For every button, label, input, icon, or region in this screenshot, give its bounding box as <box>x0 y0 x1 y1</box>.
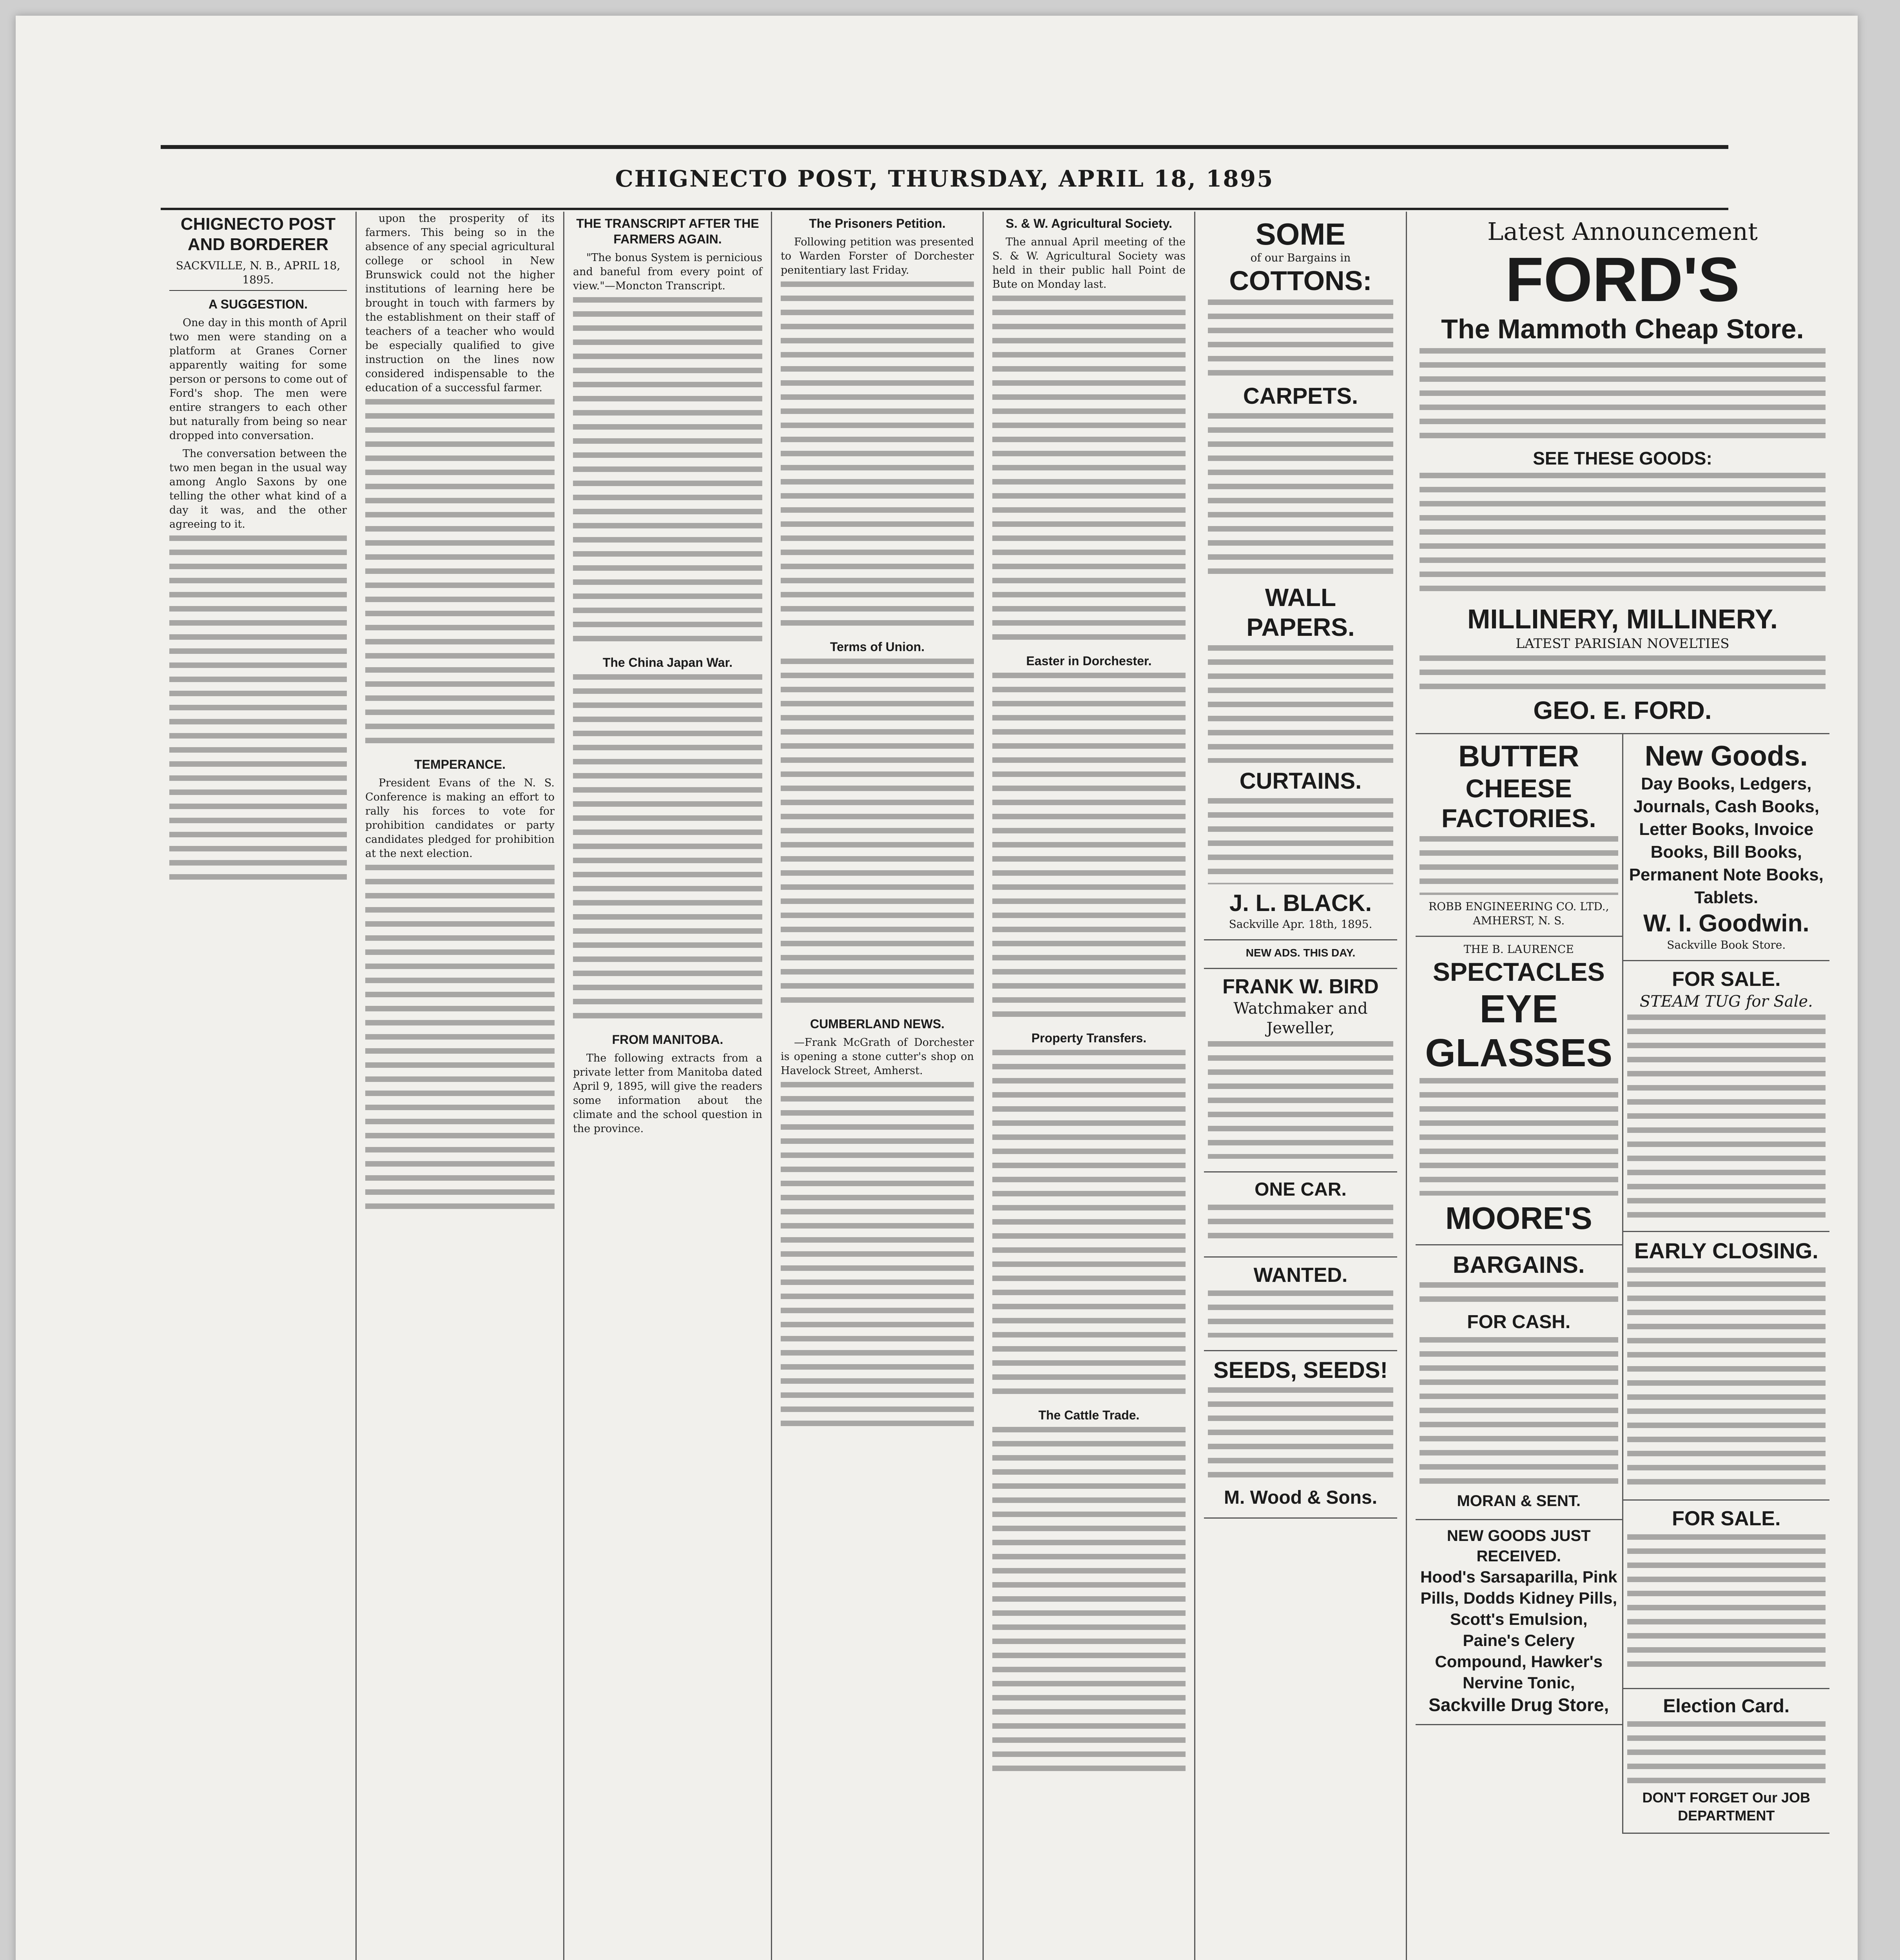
ad-headline: COTTONS: <box>1229 265 1372 296</box>
section-title: The China Japan War. <box>602 655 733 670</box>
ad-headline: WANTED. <box>1253 1264 1348 1287</box>
ad-text-filler <box>1627 1267 1826 1487</box>
column-text-filler <box>365 865 555 1218</box>
column-text-filler <box>781 281 974 634</box>
butter-cheese-ad <box>1416 734 1622 937</box>
column-1 <box>161 212 357 1960</box>
article-title: The Prisoners Petition. <box>809 216 946 230</box>
ad-headline: SPECTACLES <box>1432 957 1605 986</box>
column-2 <box>357 212 564 1960</box>
ad-headline: FRANK W. BIRD <box>1222 975 1379 998</box>
ad-headline: MILLINERY, MILLINERY. <box>1467 604 1778 634</box>
ad-subline: Sackville Book Store. <box>1667 938 1786 951</box>
column-7-ads <box>1407 212 1838 1960</box>
ad-subline: LATEST PARISIAN NOVELTIES <box>1516 636 1730 652</box>
ad-headline: NEW GOODS JUST RECEIVED. <box>1447 1527 1591 1565</box>
ad-headline: CHEESE FACTORIES. <box>1441 774 1596 833</box>
column-text-filler <box>365 399 555 752</box>
article-paragraph: The annual April meeting of the S. & W. Agricultural Society was held in their public hall Point de Bute on Monday last. <box>992 236 1186 290</box>
ad-signature: MOORE'S <box>1445 1201 1592 1236</box>
ad-subline: of our Bargains in <box>1250 251 1351 264</box>
ad-text-filler <box>1208 299 1393 378</box>
ad-text-filler <box>1420 836 1618 895</box>
seeds-ad <box>1204 1351 1397 1519</box>
ad-text-filler <box>1420 655 1826 691</box>
early-closing-ad <box>1623 1232 1830 1501</box>
dateline: SACKVILLE, N. B., APRIL 18, 1895. <box>169 259 347 291</box>
ad-signature: Sackville Drug Store, <box>1429 1695 1609 1715</box>
article-title: A SUGGESTION. <box>208 297 308 311</box>
steam-tug-ad <box>1623 961 1830 1232</box>
new-ads-banner <box>1204 940 1397 969</box>
ad-subline: THE B. LAURENCE <box>1463 943 1574 956</box>
drug-store-ad <box>1416 1520 1622 1725</box>
ad-signature: J. L. BLACK. <box>1229 890 1372 916</box>
article-title: S. & W. Agricultural Society. <box>1006 216 1172 230</box>
masthead-title: CHIGNECTO POST, THURSDAY, APRIL 18, 1895 <box>615 165 1274 192</box>
ad-text-filler <box>1420 348 1826 442</box>
section-title: The Cattle Trade. <box>1038 1408 1140 1422</box>
ad-headline: Latest Announcement <box>1487 217 1758 246</box>
ad-body: Hood's Sarsaparilla, Pink Pills, Dodds Kidney Pills, Scott's Emulsion, Paine's Celery Compound, Hawker's Nervine Tonic, <box>1420 1568 1617 1692</box>
cottons-ad <box>1204 212 1397 940</box>
article-paragraph: "The bonus System is pernicious and baneful from every point of view."—Moncton Transcript. <box>573 252 762 292</box>
ad-signature: DON'T FORGET Our JOB DEPARTMENT <box>1642 1789 1811 1824</box>
paper-heading: CHIGNECTO POST AND BORDERER <box>180 214 336 254</box>
ad-text-filler <box>1420 1078 1618 1196</box>
ads-two-column-block <box>1416 734 1829 1834</box>
section-title: FROM MANITOBA. <box>612 1033 723 1047</box>
ad-headline: FOR SALE. <box>1672 968 1781 991</box>
ad-subline: FOR CASH. <box>1467 1312 1571 1332</box>
watchmaker-ad <box>1204 969 1397 1172</box>
ad-headline: New Goods. <box>1644 740 1808 772</box>
column-text-filler <box>573 674 762 1027</box>
ad-headline: ONE CAR. <box>1255 1179 1347 1200</box>
article-paragraph: upon the prosperity of its farmers. This being so in the absence of any special agricultural college or school in New Brunswick could not the higher institutions of learning here be brought in touch with farmers by the establishment on their staff of teachers of a teacher who would be especially qualified to give instruction on the lines now considered indispensable to the education of a successful farmer. <box>365 212 555 394</box>
ad-text-filler <box>1208 1041 1393 1159</box>
ad-subline: Watchmaker and Jeweller, <box>1233 1000 1368 1037</box>
column-text-filler <box>992 1050 1186 1403</box>
article-paragraph: The conversation between the two men began in the usual way among Anglo Saxons by one telling the other what kind of a day it was, and the other agreeing to it. <box>169 448 347 530</box>
section-title: Terms of Union. <box>830 640 925 654</box>
column-text-filler <box>781 659 974 1011</box>
ad-text-filler <box>1420 1337 1618 1486</box>
column-text-filler <box>992 673 1186 1025</box>
column-text-filler <box>992 1427 1186 1780</box>
masthead <box>161 145 1728 210</box>
article-paragraph: Following petition was presented to Warden Forster of Dorchester penitentiary last Friday. <box>781 236 974 276</box>
ad-text-filler <box>1208 798 1393 884</box>
ad-headline: EYE GLASSES <box>1425 987 1613 1075</box>
ad-text-filler <box>1627 1534 1826 1675</box>
column-text-filler <box>781 1082 974 1435</box>
ad-subline: STEAM TUG for Sale. <box>1639 993 1813 1011</box>
ad-headline: FOR SALE. <box>1672 1507 1781 1530</box>
ad-headline: FORD'S <box>1505 244 1740 314</box>
ad-text-filler <box>1627 1014 1826 1218</box>
ad-text-filler <box>1420 1282 1618 1306</box>
ad-signature: ROBB ENGINEERING CO. LTD., AMHERST, N. S. <box>1428 900 1609 927</box>
ad-headline: CARPETS. <box>1243 383 1358 409</box>
column-3 <box>564 212 772 1960</box>
newspaper-page <box>16 16 1858 1960</box>
article-title: THE TRANSCRIPT AFTER THE FARMERS AGAIN. <box>576 216 759 246</box>
column-5 <box>984 212 1195 1960</box>
ad-text-filler <box>1627 1721 1826 1784</box>
one-car-ad <box>1204 1172 1397 1258</box>
section-title: TEMPERANCE. <box>414 757 506 771</box>
ad-signature: W. I. Goodwin. <box>1643 910 1809 937</box>
article-paragraph: President Evans of the N. S. Conference is making an effort to rally his forces to vote for prohibition candidates or party candidates pledged for prohibition at the next election. <box>365 777 555 860</box>
ad-headline: SOME <box>1255 217 1346 251</box>
ad-subline: The Mammoth Cheap Store. <box>1441 314 1804 344</box>
section-title: CUMBERLAND NEWS. <box>810 1017 945 1031</box>
ad-headline: SEE THESE GOODS: <box>1533 448 1712 468</box>
ad-signature: GEO. E. FORD. <box>1533 696 1712 724</box>
ad-signature: MORAN & SENT. <box>1457 1492 1581 1510</box>
election-card-ad <box>1623 1689 1830 1834</box>
wanted-ad <box>1204 1258 1397 1351</box>
ad-headline: WALL PAPERS. <box>1246 583 1355 641</box>
ad-text-filler <box>1208 1290 1393 1338</box>
ad-headline: BUTTER <box>1458 740 1579 773</box>
section-title: Easter in Dorchester. <box>1026 654 1152 668</box>
article-paragraph: One day in this month of April two men were standing on a platform at Granes Corner apparently waiting for some person or persons to come out of Ford's shop. The men were entire strangers to each other but naturally from being so near dropped into conversation. <box>169 317 347 442</box>
section-title: Property Transfers. <box>1031 1031 1147 1045</box>
for-sale-ad <box>1623 1501 1830 1689</box>
ad-body: Day Books, Ledgers, Journals, Cash Books, Letter Books, Invoice Books, Bill Books, Permanent Note Books, Tablets. <box>1629 774 1824 907</box>
ad-text-filler <box>1420 473 1826 598</box>
spectacles-ad <box>1416 937 1622 1245</box>
column-text-filler <box>573 297 762 650</box>
ad-headline: SEEDS, SEEDS! <box>1213 1357 1388 1383</box>
fords-ad <box>1416 212 1829 734</box>
ad-date: Sackville Apr. 18th, 1895. <box>1229 918 1372 931</box>
bargains-ad <box>1416 1245 1622 1520</box>
ad-text-filler <box>1208 1205 1393 1244</box>
column-4 <box>772 212 984 1960</box>
ad-headline: Election Card. <box>1663 1696 1790 1717</box>
ad-text-filler <box>1208 645 1393 763</box>
article-paragraph: —Frank McGrath of Dorchester is opening a stone cutter's shop on Havelock Street, Amherst. <box>781 1036 974 1077</box>
ad-signature: M. Wood & Sons. <box>1224 1487 1378 1508</box>
ads-left-subcolumn <box>1416 734 1623 1834</box>
column-6-ads <box>1195 212 1407 1960</box>
ad-text-filler <box>1208 413 1393 578</box>
article-paragraph: The following extracts from a private letter from Manitoba dated April 9, 1895, will give the readers some information about the climate and the school question in the province. <box>573 1052 762 1135</box>
column-text-filler <box>169 535 347 888</box>
ad-text-filler <box>1208 1387 1393 1481</box>
ad-headline: NEW ADS. THIS DAY. <box>1246 947 1356 959</box>
ad-headline: EARLY CLOSING. <box>1634 1238 1818 1263</box>
ad-headline: CURTAINS. <box>1239 768 1362 794</box>
column-text-filler <box>992 296 1186 648</box>
ad-headline: BARGAINS. <box>1452 1252 1585 1278</box>
book-store-ad <box>1623 734 1830 961</box>
ads-right-subcolumn <box>1623 734 1830 1834</box>
